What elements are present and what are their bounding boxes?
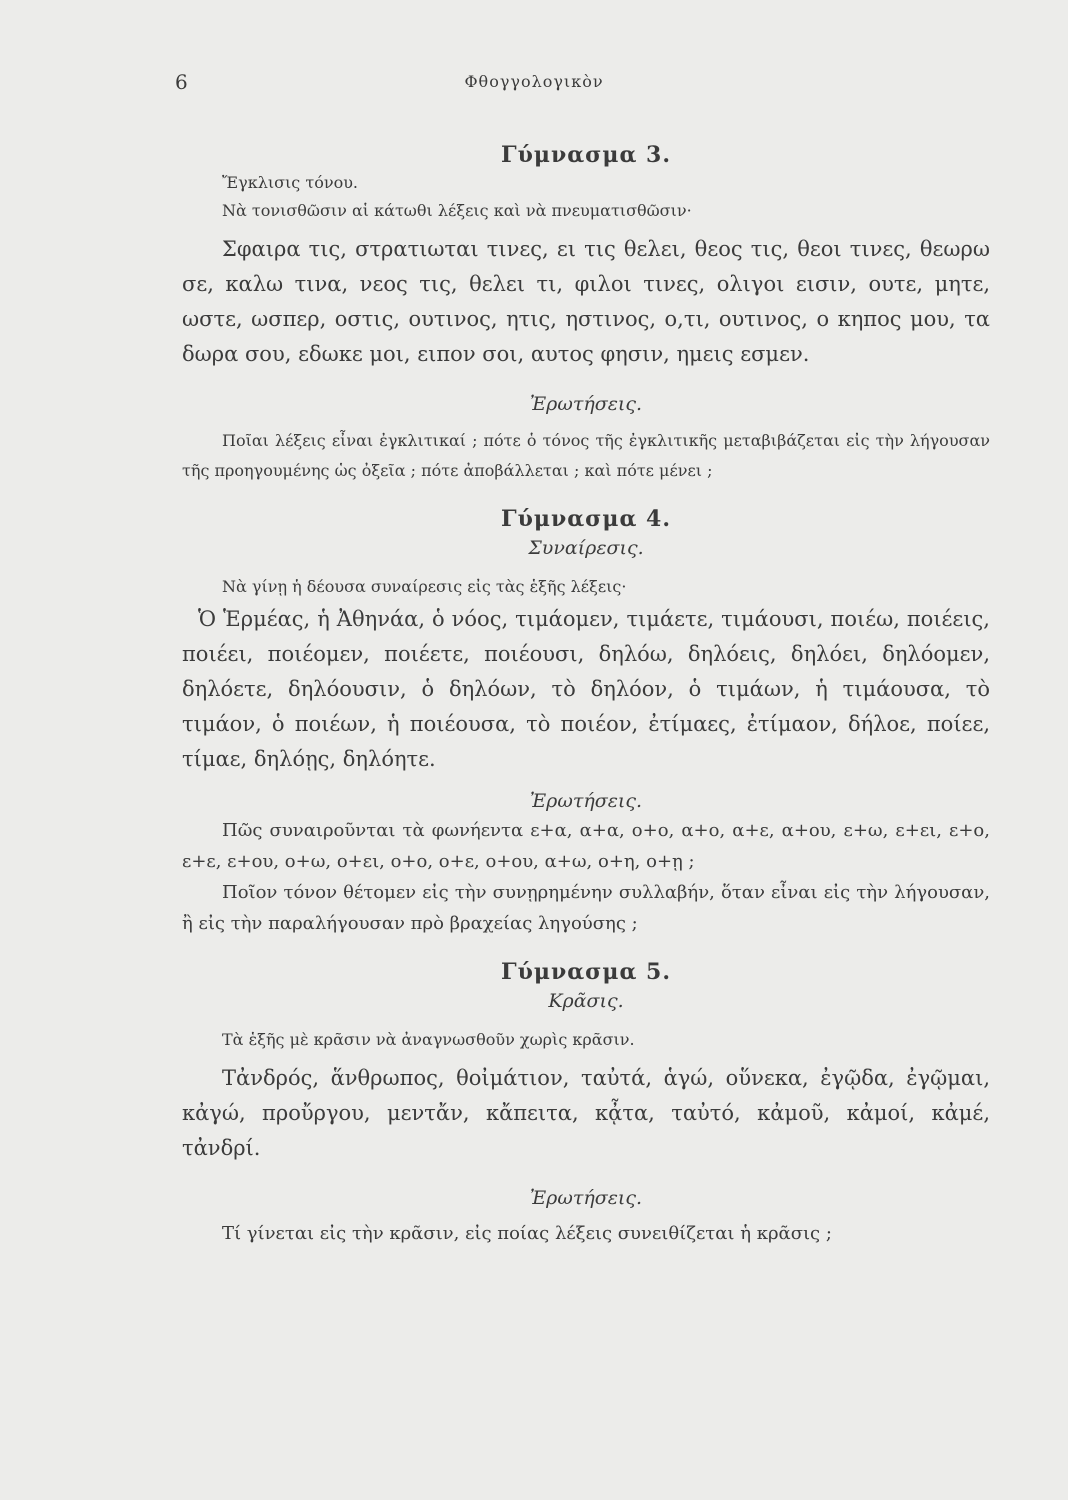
exercise-5-instruction: Τὰ ἑξῆς μὲ κρᾶσιν νὰ ἀναγνωσθοῦν χωρὶς κρᾶσιν. <box>222 1030 635 1049</box>
exercise-4-question-1: Πῶς συναιροῦνται τὰ φωνήεντα ε+α, α+α, ο+ο, α+ο, α+ε, α+ου, ε+ω, ε+ει, ε+ο, ε+ε, ε+ου, ο+ω, ο+ει, ο+ο, ο+ε, ο+ου, α+ω, ο+η, ο+ῃ ; <box>182 820 990 872</box>
exercise-5-body: Τἀνδρός, ἅνθρωπος, θοἰμάτιον, ταὐτά, ἁγώ, οὕνεκα, ἐγῷδα, ἐγῷμαι, κἀγώ, προὔργου, μεντἄν, κἄπειτα, κᾆτα, ταὐτό, κἀμοῦ, κἀμοί, κἀμέ, τἀνδρί. <box>182 1066 990 1160</box>
exercise-3 <box>182 140 990 486</box>
page-header <box>0 70 1068 100</box>
exercise-4-instruction: Νὰ γίνῃ ἡ δέουσα συναίρεσις εἰς τὰς ἑξῆς λέξεις· <box>222 577 627 596</box>
exercise-3-body: Σφαιρα τις, στρατιωται τινες, ει τις θελει, θεος τις, θεοι τινες, θεωρω σε, καλω τινα, νεος τις, θελει τι, φιλοι τινες, ολιγοι εισιν, ουτε, μητε, ωστε, ωσπερ, οστις, ουτινος, ητις, ηστινος, ο,τι, ουτινος, ο κηπος μου, τα δωρα σου, εδωκε μοι, ειπον σοι, αυτος φησιν, ημεις εσμεν. <box>182 237 990 366</box>
exercise-5-question-1: Τί γίνεται εἰς τὴν κρᾶσιν, εἰς ποίας λέξεις συνειθίζεται ἡ κρᾶσις ; <box>222 1223 832 1244</box>
exercise-5 <box>182 957 990 1249</box>
running-title: Φθογγολογικὸν <box>464 72 604 91</box>
exercise-3-title: Γύμνασμα 3. <box>500 142 672 168</box>
exercise-4-question-2: Ποῖον τόνον θέτομεν εἰς τὴν συνῃρημένην συλλαβήν, ὅταν εἶναι εἰς τὴν λήγουσαν, ἢ εἰς τὴν παραλήγουσαν πρὸ βραχείας ληγούσης ; <box>182 882 990 934</box>
exercise-3-instruction: Νὰ τονισθῶσιν αἱ κάτωθι λέξεις καὶ νὰ πνευματισθῶσιν· <box>222 201 692 220</box>
exercise-5-title: Γύμνασμα 5. <box>500 959 672 985</box>
exercise-3-subtitle: Ἔγκλισις τόνου. <box>222 173 359 192</box>
exercise-4-title: Γύμνασμα 4. <box>500 506 672 532</box>
exercise-3-questions: Ποῖαι λέξεις εἶναι ἐγκλιτικαί ; πότε ὁ τόνος τῆς ἐγκλιτικῆς μεταβιβάζεται εἰς τὴν λήγουσαν τῆς προηγουμένης ὡς ὀξεῖα ; πότε ἀποβάλλεται ; καὶ πότε μένει ; <box>182 431 990 480</box>
exercise-5-subtitle: Κρᾶσις. <box>548 990 624 1012</box>
page-number: 6 <box>175 70 188 94</box>
exercise-5-questions-heading: Ἐρωτήσεις. <box>529 1187 643 1209</box>
page-content <box>182 140 990 1249</box>
exercise-4-subtitle: Συναίρεσις. <box>528 537 644 559</box>
exercise-4 <box>182 504 990 939</box>
exercise-4-body: Ὁ Ἑρμέας, ἡ Ἀθηνάα, ὁ νόος, τιμάομεν, τιμάετε, τιμάουσι, ποιέω, ποιέεις, ποιέει, ποιέομεν, ποιέετε, ποιέουσι, δηλόω, δηλόεις, δηλόει, δηλόομεν, δηλόετε, δηλόουσιν, ὁ δηλόων, τὸ δηλόον, ὁ τιμάων, ἡ τιμάουσα, τὸ τιμάον, ὁ ποιέων, ἡ ποιέουσα, τὸ ποιέον, ἐτίμαες, ἐτίμαον, δήλοε, ποίεε, τίμαε, δηλόῃς, δηλόητε. <box>182 607 990 771</box>
exercise-4-questions-heading: Ἐρωτήσεις. <box>529 790 643 812</box>
exercise-3-questions-heading: Ἐρωτήσεις. <box>529 393 643 415</box>
